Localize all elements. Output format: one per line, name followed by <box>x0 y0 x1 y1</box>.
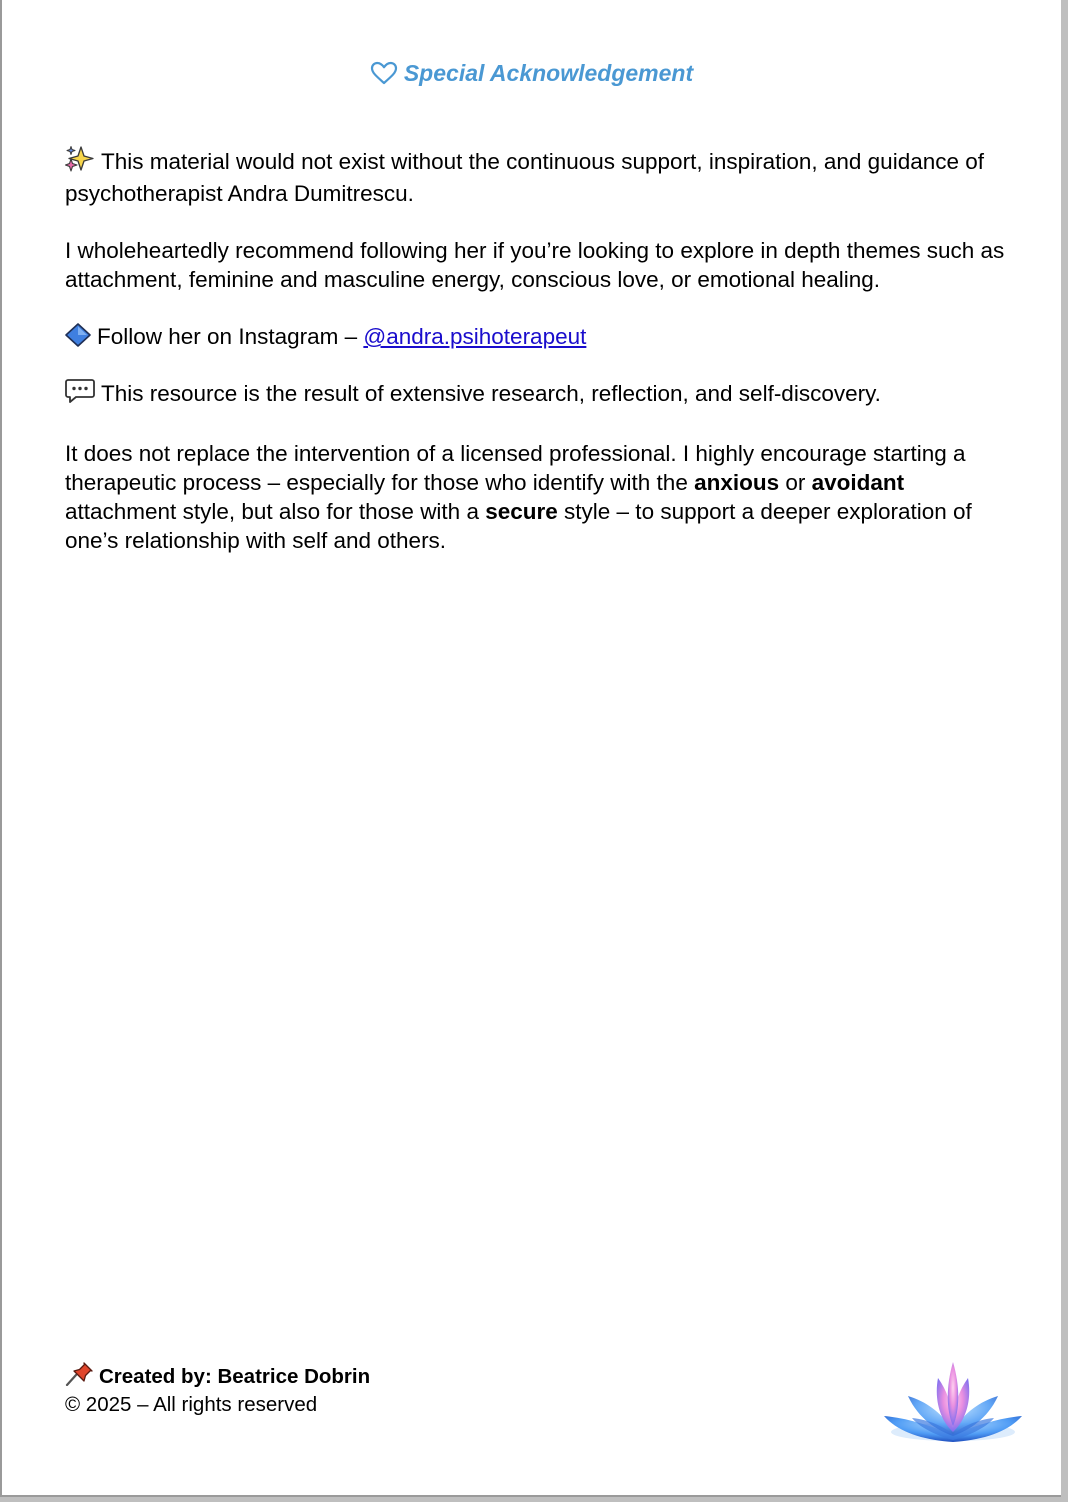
disclaimer-text-a: It does not replace the intervention of a licensed professional. I highly encourage starting a therapeutic process – especially for those who identify with the <box>65 441 966 495</box>
pushpin-icon <box>65 1362 93 1392</box>
created-by-text: Created by: Beatrice Dobrin <box>99 1365 371 1388</box>
disclaimer-text-d: style – to support a deeper exploration of one’s relationship with self and others. <box>65 499 972 553</box>
paragraph-recommendation: I wholeheartedly recommend following her if you’re looking to explore in depth themes such as attachment, feminine and masculine energy, conscious love, or emotional healing. <box>65 238 1005 292</box>
paragraph-research <box>65 378 1015 411</box>
page-footer <box>65 1362 370 1417</box>
heart-outline-icon <box>370 61 398 91</box>
bold-avoidant: avoidant <box>811 470 905 495</box>
bold-secure: secure <box>485 499 558 524</box>
page-heading <box>2 60 1061 91</box>
speech-bubble-icon <box>65 378 95 411</box>
paragraph-disclaimer <box>65 439 1015 555</box>
footer-copyright: © 2025 – All rights reserved <box>65 1393 318 1416</box>
footer-created-by <box>65 1362 370 1392</box>
disclaimer-text-c: attachment style, but also for those with a <box>65 499 486 524</box>
instagram-prefix: Follow her on Instagram – <box>97 324 364 349</box>
paragraph-research-text: This resource is the result of extensive research, reflection, and self-discovery. <box>101 381 881 406</box>
paragraph-instagram <box>65 322 1015 354</box>
blue-diamond-icon <box>65 323 91 354</box>
heading-title: Special Acknowledgement <box>403 60 694 86</box>
bold-anxious: anxious <box>694 470 780 495</box>
paragraph-support <box>65 146 1015 208</box>
disclaimer-text-b: or <box>779 470 812 495</box>
paragraph-support-text: This material would not exist without the continuous support, inspiration, and guidance of psychotherapist Andra Dumitrescu. <box>65 149 985 206</box>
sparkles-icon <box>65 146 95 179</box>
instagram-link[interactable]: @andra.psihoterapeut <box>363 324 587 349</box>
body-text <box>65 146 1015 555</box>
lotus-logo <box>878 1356 1028 1448</box>
